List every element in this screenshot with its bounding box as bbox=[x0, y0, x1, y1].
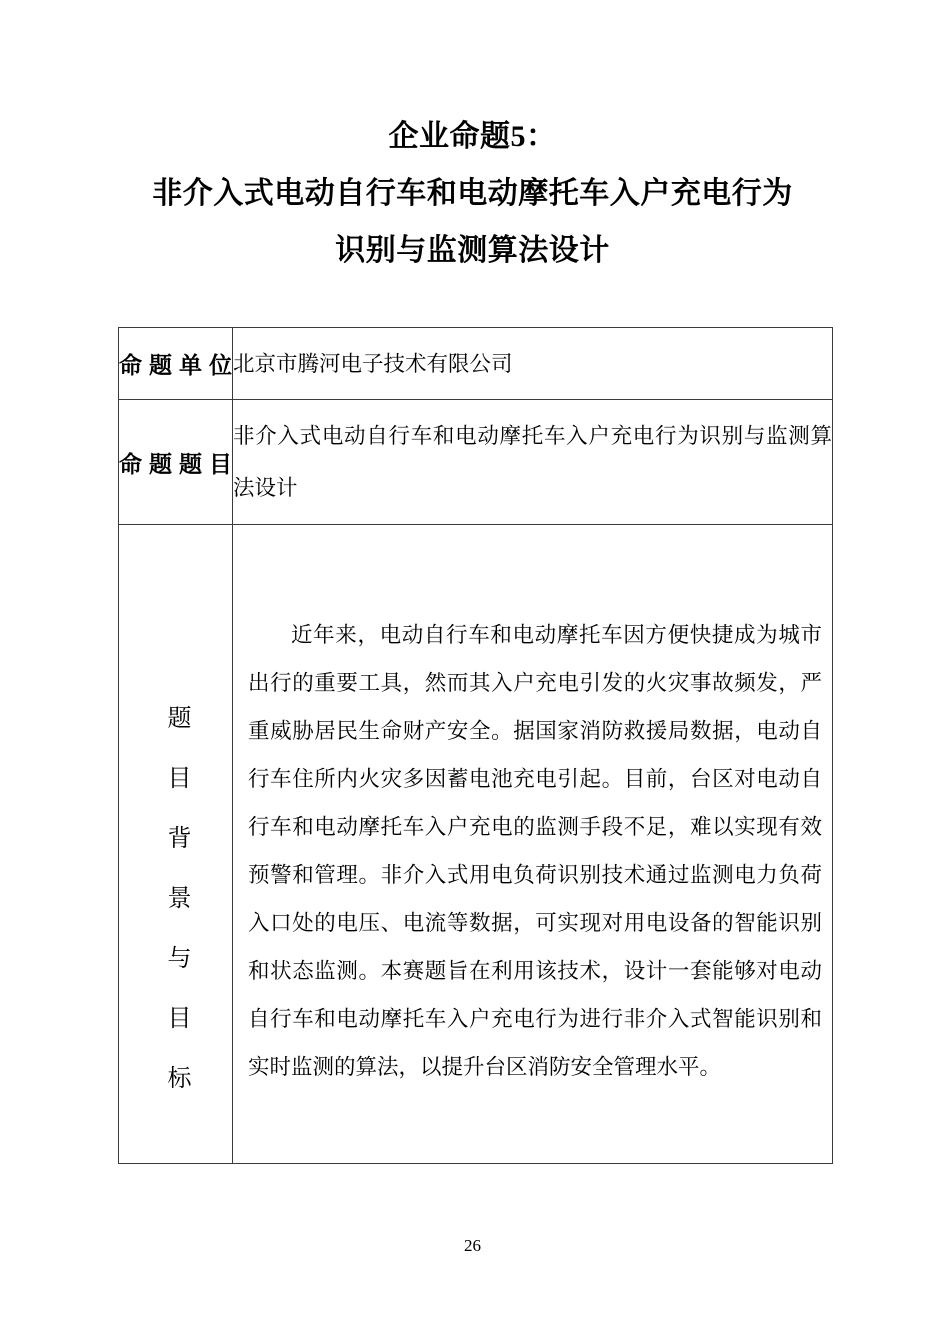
unit-label: 命题单位 bbox=[119, 353, 232, 378]
table-row-background bbox=[119, 525, 833, 1164]
background-label-cell bbox=[119, 525, 233, 1164]
title-line-2: 非介入式电动自行车和电动摩托车入户充电行为 bbox=[152, 177, 793, 210]
document-title bbox=[0, 108, 945, 279]
topic-value-cell bbox=[233, 400, 833, 525]
page-number: 26 bbox=[464, 1236, 481, 1255]
table-row-unit bbox=[119, 328, 833, 400]
topic-value: 非介入式电动自行车和电动摩托车入户充电行为识别与监测算法设计 bbox=[233, 424, 832, 500]
unit-value-cell bbox=[233, 328, 833, 400]
background-label: 题目背景与目标 bbox=[163, 704, 189, 1125]
background-paragraph: 近年来，电动自行车和电动摩托车因方便快捷成为城市出行的重要工具，然而其入户充电引发的火灾事故频发，严重威胁居民生命财产安全。据国家消防救援局数据，电动自行车住所内火灾多因蓄电池充电引起。目前，台区对电动自行车和电动摩托车入户充电的监测手段不足，难以实现有效预警和管理。非介入式用电负荷识别技术通过监测电力负荷入口处的电压、电流等数据，可实现对用电设备的智能识别和状态监测。本赛题旨在利用该技术，设计一套能够对电动自行车和电动摩托车入户充电行为进行非介入式智能识别和实时监测的算法，以提升台区消防安全管理水平。 bbox=[248, 623, 822, 1079]
topic-label-cell bbox=[119, 400, 233, 525]
background-value-cell bbox=[233, 525, 833, 1164]
title-line-1: 企业命题5： bbox=[388, 120, 557, 153]
proposition-table bbox=[118, 327, 833, 1164]
title-line-3: 识别与监测算法设计 bbox=[335, 234, 610, 267]
table-row-topic bbox=[119, 400, 833, 525]
unit-label-cell bbox=[119, 328, 233, 400]
topic-label: 命题题目 bbox=[119, 451, 232, 477]
unit-value: 北京市腾河电子技术有限公司 bbox=[233, 351, 513, 376]
